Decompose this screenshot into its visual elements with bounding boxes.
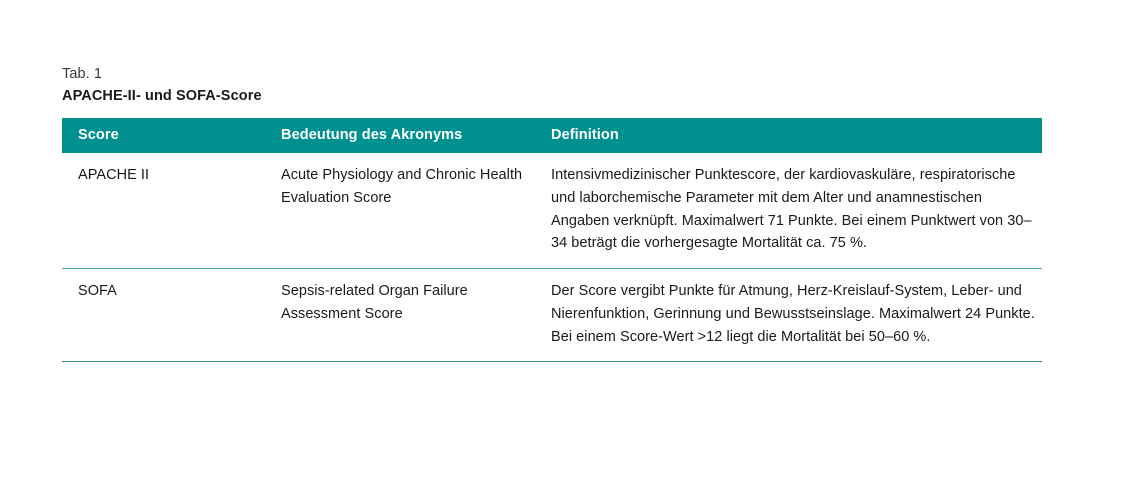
table-block	[62, 64, 1042, 362]
table-row	[62, 269, 1042, 362]
column-header-acronym: Bedeutung des Akronyms	[269, 118, 539, 153]
table-row	[62, 153, 1042, 269]
column-header-score: Score	[62, 118, 269, 153]
table-caption-number: Tab. 1	[62, 66, 103, 82]
score-table	[62, 118, 1042, 362]
cell-definition: Der Score vergibt Punkte für Atmung, Herz-Kreislauf-System, Leber- und Nierenfunktion, Gerinnung und Bewusstseinslage. Maximalwert 24 Punkte. Bei einem Score-Wert >12 liegt die Mortalität bei 50–60 %.	[539, 269, 1042, 362]
cell-score: APACHE II	[62, 153, 269, 269]
cell-acronym: Sepsis-related Organ Failure Assessment Score	[269, 269, 539, 362]
table-body	[62, 153, 1042, 362]
cell-score: SOFA	[62, 269, 269, 362]
table-caption-title: APACHE-II- und SOFA-Score	[62, 88, 262, 105]
cell-acronym: Acute Physiology and Chronic Health Evaluation Score	[269, 153, 539, 269]
column-header-definition: Definition	[539, 118, 1042, 153]
table-header-row	[62, 118, 1042, 153]
cell-definition: Intensivmedizinischer Punktescore, der kardiovaskuläre, respiratorische und laborchemische Parameter mit dem Alter und anamnestischen Angaben verknüpft. Maximalwert 71 Punkte. Bei einem Punktwert von 30–34 beträgt die vorhergesagte Mortalität ca. 75 %.	[539, 153, 1042, 269]
table-header	[62, 118, 1042, 153]
